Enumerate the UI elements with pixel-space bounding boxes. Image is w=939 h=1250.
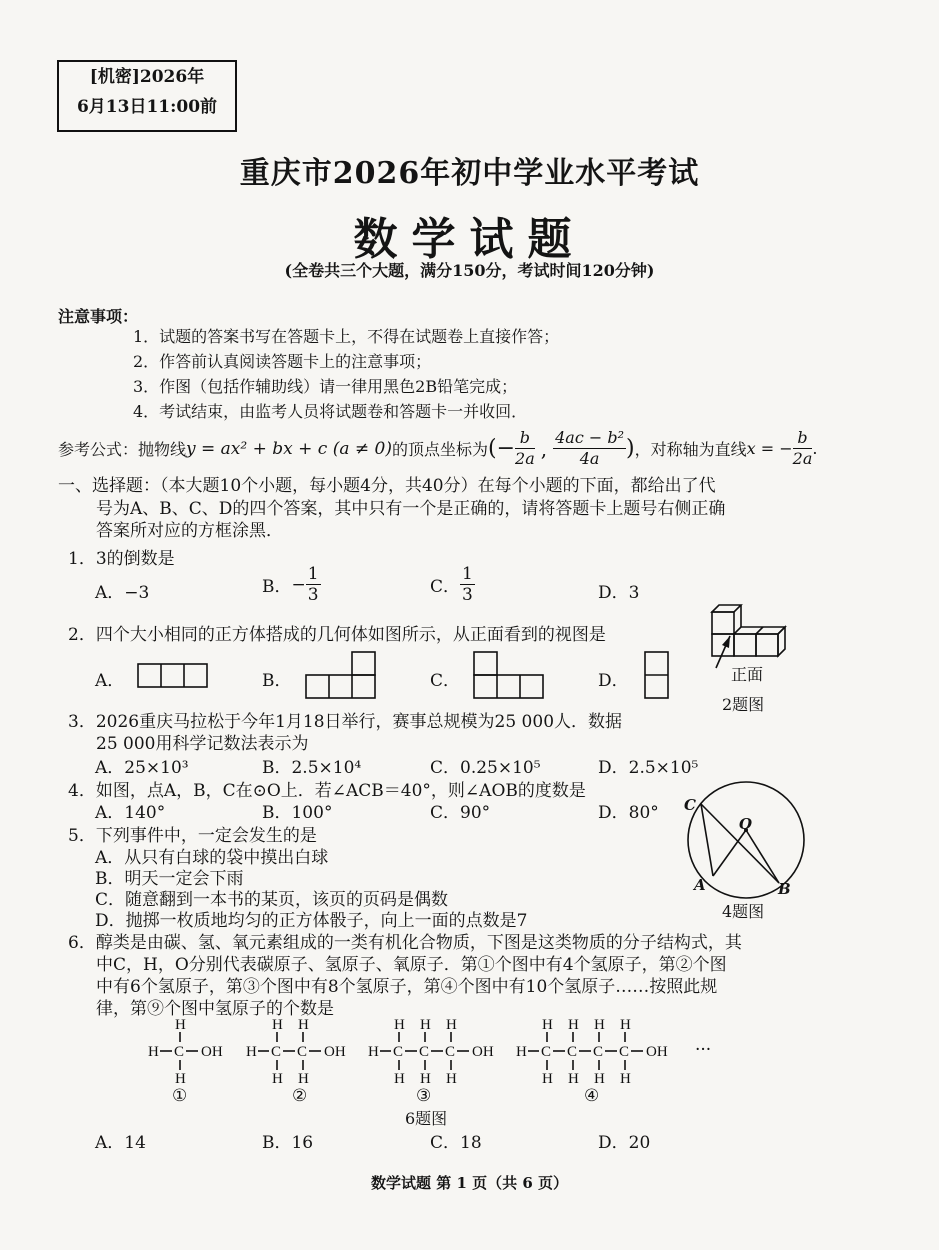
svg-text:H: H (446, 1071, 457, 1087)
svg-text:H: H (175, 1071, 186, 1087)
q2-stem: 2．四个大小相同的正方体搭成的几何体如图所示，从正面看到的视图是 (68, 625, 606, 645)
svg-text:H: H (568, 1017, 579, 1033)
svg-text:H: H (420, 1071, 431, 1087)
q2-option-a-view (138, 664, 207, 687)
q4-option-d: D．80° (598, 803, 659, 823)
q6-option-a: A．14 (95, 1133, 146, 1153)
svg-text:OH: OH (324, 1044, 346, 1060)
note-item: 1．试题的答案书写在答题卡上，不得在试题卷上直接作答； (133, 327, 560, 346)
q3-stem-line-1: 3．2026重庆马拉松于今年1月18日举行，赛事总规模为25 000人．数据 (68, 712, 623, 732)
q6-marker-4: ④ (584, 1086, 600, 1106)
svg-text:H: H (298, 1071, 309, 1087)
svg-text:H: H (272, 1071, 283, 1087)
svg-text:H: H (594, 1017, 605, 1033)
formula-prefix: 参考公式：抛物线 (58, 440, 187, 459)
fraction-denominator: 2a (515, 449, 535, 468)
q1-stem: 1．3的倒数是 (68, 549, 175, 569)
q2-option-d: D． (598, 671, 629, 691)
reference-formula: 参考公式：抛物线 y = ax² + bx + c (a ≠ 0) 的顶点坐标为 (− $\frac{b}{2a}$ , $\frac{\text{4ac − b²}}{4a}$ ) ，对称轴为直线 x = − $\frac{b}{2a}$ . (58, 428, 818, 468)
q2-option-c-view (474, 652, 543, 698)
svg-text:H: H (175, 1017, 186, 1033)
svg-text:H: H (394, 1017, 405, 1033)
q3-option-b: B．2.5×10⁴ (262, 758, 362, 778)
fraction-numerator: 1 (307, 564, 319, 584)
q6-marker-3: ③ (416, 1086, 432, 1106)
svg-text:C: C (297, 1044, 308, 1060)
point-b-label: B (778, 880, 791, 898)
svg-text:H: H (394, 1071, 405, 1087)
q6-option-d: D．20 (598, 1133, 651, 1153)
q6-option-c: C．18 (430, 1133, 482, 1153)
svg-text:OH: OH (472, 1044, 494, 1060)
q2-figure-caption: 2题图 (722, 695, 765, 714)
fraction-denominator: 2a (792, 449, 813, 468)
section-1-line-3: 答案所对应的方框涂黑． (96, 521, 283, 541)
q4-option-c: C．90° (430, 803, 491, 823)
note-item: 2．作答前认真阅读答题卡上的注意事项； (133, 352, 432, 371)
svg-text:H: H (446, 1017, 457, 1033)
q1-option-a: A．−3 (95, 583, 150, 603)
formula-vertex-text: 的顶点坐标为 (391, 440, 488, 459)
svg-text:H: H (568, 1071, 579, 1087)
formula-axis-lhs: x = − (746, 439, 793, 458)
svg-text:H: H (542, 1017, 553, 1033)
svg-text:OH: OH (201, 1044, 223, 1060)
q5-option-a: A．从只有白球的袋中摸出白球 (95, 848, 329, 868)
minus-sign: − (291, 574, 306, 595)
q6-marker-1: ① (172, 1086, 188, 1106)
q5-option-d: D．抛掷一枚质地均匀的正方体骰子，向上一面的点数是7 (95, 911, 528, 931)
confidential-line-1: [机密]2026年 (89, 67, 205, 87)
q4-option-a: A．140° (95, 803, 166, 823)
q5-option-b: B．明天一定会下雨 (95, 869, 244, 889)
q3-option-d: D．2.5×10⁵ (598, 758, 699, 778)
page-footer: 数学试题 第 1 页（共 6 页） (371, 1174, 568, 1192)
note-item: 4．考试结束，由监考人员将试题卷和答题卡一并收回． (133, 402, 528, 421)
note-item: 3．作图（包括作辅助线）请一律用黑色2B铅笔完成； (133, 377, 518, 396)
q3-option-a: A．25×10³ (95, 758, 189, 778)
exam-title: 重庆市2026年初中学业水平考试 (239, 156, 700, 191)
q6-option-b: B．16 (262, 1133, 314, 1153)
svg-text:H: H (298, 1017, 309, 1033)
q2-front-label: 正面 (731, 665, 764, 684)
radius-oa (713, 830, 746, 876)
fraction-numerator: b (793, 428, 813, 449)
svg-text:H: H (620, 1071, 631, 1087)
q5-stem: 5．下列事件中，一定会发生的是 (68, 826, 317, 846)
svg-text:C: C (541, 1044, 552, 1060)
q6-figure-caption: 6题图 (405, 1109, 448, 1128)
q4-stem: 4．如图，点A，B，C在⊙O上．若∠ACB＝40°，则∠AOB的度数是 (68, 781, 586, 801)
q6-stem-line-3: 中有6个氢原子，第③个图中有8个氢原子，第④个图中有10个氢原子……按照此规 (96, 977, 718, 997)
q2-option-d-view (645, 652, 668, 698)
svg-text:C: C (393, 1044, 404, 1060)
svg-text:OH: OH (646, 1044, 668, 1060)
q2-cubes-figure (712, 605, 785, 668)
q3-stem-line-2: 25 000用科学记数法表示为 (96, 734, 309, 754)
q6-ellipsis: ··· (695, 1040, 712, 1060)
notes-heading: 注意事项： (58, 307, 139, 326)
fraction-denominator: 3 (462, 585, 473, 605)
section-1-line-1: 一、选择题：（本大题10个小题，每小题4分，共40分）在每个小题的下面，都给出了代 (58, 476, 716, 496)
svg-text:C: C (174, 1044, 185, 1060)
svg-text:H: H (594, 1071, 605, 1087)
svg-text:H: H (542, 1071, 553, 1087)
exam-subtitle: (全卷共三个大题，满分150分，考试时间120分钟) (284, 261, 655, 280)
q6-stem-line-2: 中C，H，O分别代表碳原子、氢原子、氧原子．第①个图中有4个氢原子，第②个图 (96, 955, 727, 975)
svg-text:C: C (271, 1044, 282, 1060)
q6-molecules (148, 1017, 668, 1087)
q1-option-d: D．3 (598, 583, 640, 603)
q2-option-c: C． (430, 671, 461, 691)
formula-axis-text: ，对称轴为直线 (634, 440, 747, 459)
fraction-denominator: 4a (579, 449, 600, 468)
svg-text:C: C (445, 1044, 456, 1060)
confidential-line-2: 6月13日11:00前 (76, 97, 218, 117)
svg-text:C: C (419, 1044, 430, 1060)
point-a-label: A (694, 876, 706, 894)
section-1-line-2: 号为A、B、C、D的四个答案，其中只有一个是正确的，请将答题卡上题号右侧正确 (96, 499, 726, 519)
q3-option-c: C．0.25×10⁵ (430, 758, 541, 778)
q2-option-b-view (306, 652, 375, 698)
q4-option-b: B．100° (262, 803, 333, 823)
option-label: B． (262, 577, 292, 597)
svg-text:C: C (619, 1044, 630, 1060)
svg-text:H: H (516, 1044, 527, 1060)
q4-figure-caption: 4题图 (722, 902, 765, 921)
radius-ob (746, 830, 779, 883)
svg-text:H: H (148, 1044, 159, 1060)
fraction-numerator: b (515, 428, 535, 449)
point-o-label: O (739, 815, 753, 833)
fraction-numerator: 4ac − b² (555, 428, 625, 447)
svg-text:C: C (593, 1044, 604, 1060)
q6-marker-2: ② (292, 1086, 308, 1106)
q2-option-b: B． (262, 671, 292, 691)
fraction-denominator: 3 (307, 585, 319, 605)
svg-text:H: H (368, 1044, 379, 1060)
q6-stem-line-1: 6．醇类是由碳、氢、氧元素组成的一类有机化合物质，下图是这类物质的分子结构式，其 (68, 933, 742, 953)
svg-text:H: H (620, 1017, 631, 1033)
svg-text:H: H (246, 1044, 257, 1060)
subject-title: 数学试题 (353, 214, 586, 265)
option-label: C． (430, 577, 461, 597)
q2-option-a: A． (95, 671, 125, 691)
svg-text:H: H (420, 1017, 431, 1033)
svg-text:C: C (567, 1044, 578, 1060)
formula-equation: y = ax² + bx + c (a ≠ 0) (186, 438, 392, 459)
svg-text:H: H (272, 1017, 283, 1033)
fraction-numerator: 1 (462, 564, 473, 584)
point-c-label: C (684, 796, 696, 814)
q5-option-c: C．随意翻到一本书的某页，该页的页码是偶数 (95, 890, 449, 910)
q6-stem-line-4: 律，第⑨个图中氢原子的个数是 (96, 999, 334, 1019)
